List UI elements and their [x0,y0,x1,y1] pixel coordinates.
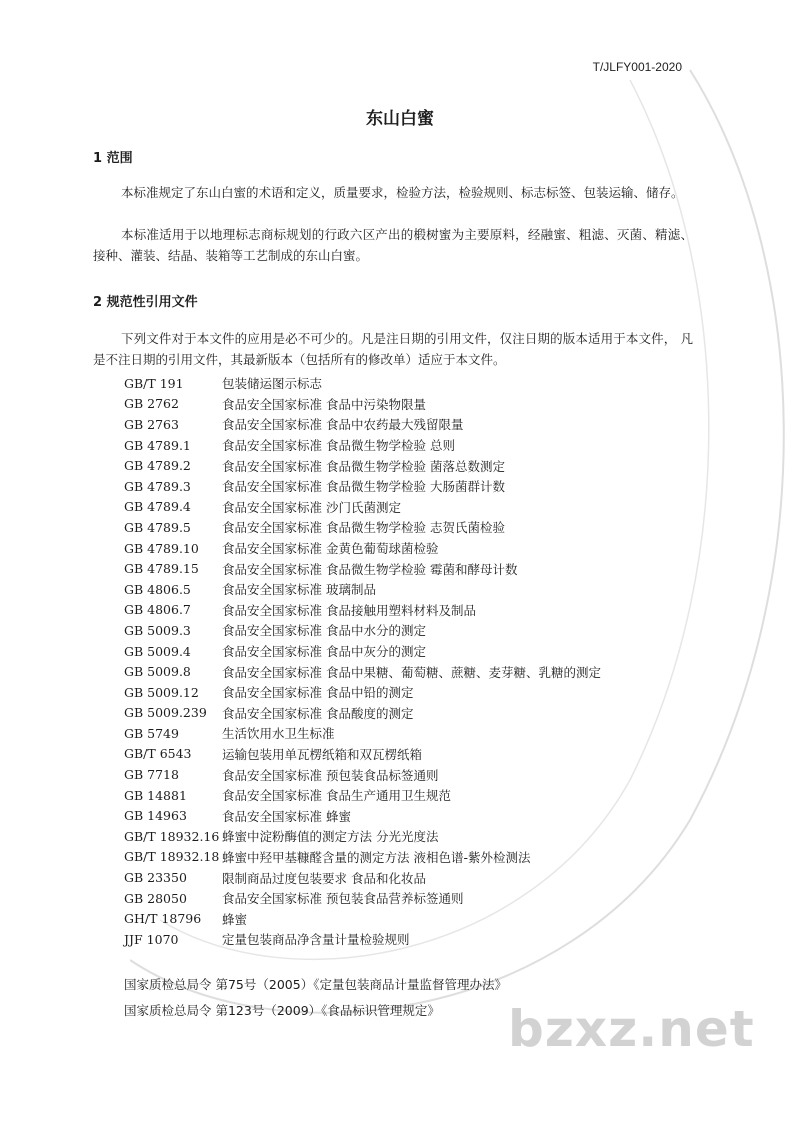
reference-code: GB/T 18932.16 [124,828,220,844]
reference-code: GH/T 18796 [124,911,202,927]
reference-code: GB 4789.2 [124,458,191,474]
reference-item [124,826,601,847]
reference-name: 食品安全国家标准 食品微生物学检验 菌落总数测定 [222,458,505,474]
decree-123: 国家质检总局令 第123号（2009）《食品标识管理规定》 [124,1003,440,1018]
decree-75: 国家质检总局令 第75号（2005）《定量包装商品计量监督管理办法》 [124,977,507,992]
reference-item [124,661,601,682]
reference-code: GB 4789.3 [124,478,191,494]
reference-item [124,847,601,868]
reference-item [124,641,601,662]
reference-name: 食品安全国家标准 食品生产通用卫生规范 [222,788,451,804]
reference-item [124,908,601,929]
reference-code: GB 4806.5 [124,581,191,597]
reference-item [124,620,601,641]
reference-code: GB 4806.7 [124,602,191,618]
reference-item [124,579,601,600]
reference-code: GB 28050 [124,890,187,906]
reference-name: 食品安全国家标准 食品微生物学检验 大肠菌群计数 [222,479,505,495]
reference-item [124,600,601,621]
reference-item [124,414,601,435]
reference-name: 食品安全国家标准 食品酸度的测定 [222,705,414,721]
reference-code: JJF 1070 [124,931,179,947]
reference-name: 食品安全国家标准 食品微生物学检验 志贺氏菌检验 [222,520,505,536]
reference-item [124,455,601,476]
reference-item [124,929,601,950]
reference-name: 蜂蜜 [222,911,248,927]
reference-name: 食品安全国家标准 食品中铅的测定 [222,685,414,701]
reference-item [124,703,601,724]
reference-item [124,744,601,765]
reference-item [124,394,601,415]
reference-name: 食品安全国家标准 食品微生物学检验 总则 [222,438,455,454]
reference-name: 食品安全国家标准 蜂蜜 [222,808,351,824]
section-2-heading: 2 规范性引用文件 [93,295,198,310]
reference-code: GB 14963 [124,808,187,824]
reference-name: 食品安全国家标准 食品中农药最大残留限量 [222,417,464,433]
reference-item [124,435,601,456]
reference-name: 食品安全国家标准 食品中果糖、葡萄糖、蔗糖、麦芽糖、乳糖的测定 [222,664,601,680]
reference-code: GB 23350 [124,870,187,886]
reference-name: 生活饮用水卫生标准 [222,726,335,742]
reference-code: GB 5749 [124,725,179,741]
reference-name: 蜂蜜中淀粉酶值的测定方法 分光光度法 [222,829,439,845]
reference-name: 食品安全国家标准 食品微生物学检验 霉菌和酵母计数 [222,561,518,577]
reference-name: 食品安全国家标准 沙门氏菌测定 [222,499,401,515]
reference-item [124,476,601,497]
reference-name: 定量包装商品净含量计量检验规则 [222,932,410,948]
reference-item [124,785,601,806]
reference-code: GB 14881 [124,787,187,803]
reference-code: GB 5009.4 [124,643,191,659]
reference-name: 食品安全国家标准 金黄色葡萄球菌检验 [222,541,439,557]
references-intro: 下列文件对于本文件的应用是必不可少的。凡是注日期的引用文件，仅注日期的版本适用于本文件， 凡是不注日期的引用文件，其最新版本（包括所有的修改单）适应于本文件。 [93,331,693,367]
reference-code: GB 2763 [124,416,179,432]
reference-item [124,538,601,559]
reference-code: GB 4789.4 [124,499,191,515]
reference-code: GB 4789.5 [124,519,191,535]
reference-code: GB 4789.15 [124,561,199,577]
reference-code: GB 5009.8 [124,664,191,680]
reference-name: 食品安全国家标准 食品中灰分的测定 [222,644,426,660]
reference-name: 食品安全国家标准 食品中污染物限量 [222,396,426,412]
reference-name: 食品安全国家标准 食品中水分的测定 [222,623,426,639]
reference-name: 食品安全国家标准 预包装食品标签通则 [222,767,439,783]
reference-code: GB/T 191 [124,375,184,391]
reference-item [124,888,601,909]
reference-item [124,805,601,826]
reference-code: GB 4789.1 [124,437,191,453]
reference-item [124,497,601,518]
reference-code: GB 7718 [124,767,179,783]
reference-name: 限制商品过度包装要求 食品和化妆品 [222,870,426,886]
document-title: 东山白蜜 [366,109,434,129]
standard-code: T/JLFY001-2020 [592,60,682,74]
reference-item [124,764,601,785]
reference-code: GB 2762 [124,396,179,412]
reference-code: GB 4789.10 [124,540,199,556]
reference-item [124,558,601,579]
reference-name: 蜂蜜中羟甲基糠醛含量的测定方法 液相色谱-紫外检测法 [222,849,531,865]
scope-paragraph-1: 本标准规定了东山白蜜的术语和定义，质量要求，检验方法，检验规则、标志标签、包装运输、储存。 [121,185,684,200]
reference-name: 包装储运图示标志 [222,376,323,392]
reference-code: GB 5009.239 [124,705,207,721]
reference-item [124,373,601,394]
reference-code: GB/T 18932.18 [124,849,220,865]
section-1-heading: 1 范围 [93,151,133,166]
reference-list [124,373,601,950]
reference-name: 运输包装用单瓦楞纸箱和双瓦楞纸箱 [222,746,423,762]
reference-name: 食品安全国家标准 食品接触用塑料材料及制品 [222,602,476,618]
reference-item [124,682,601,703]
reference-item [124,517,601,538]
reference-code: GB/T 6543 [124,746,192,762]
scope-paragraph-2: 本标准适用于以地理标志商标规划的行政六区产出的椴树蜜为主要原料，经融蜜、粗滤、灭菌、精滤、接种、灌装、结晶、装箱等工艺制成的东山白蜜。 [93,227,693,263]
reference-item [124,723,601,744]
reference-item [124,867,601,888]
reference-name: 食品安全国家标准 预包装食品营养标签通则 [222,891,464,907]
reference-code: GB 5009.3 [124,622,191,638]
reference-code: GB 5009.12 [124,684,199,700]
reference-name: 食品安全国家标准 玻璃制品 [222,582,376,598]
site-watermark: bzxz.net [508,1000,755,1058]
